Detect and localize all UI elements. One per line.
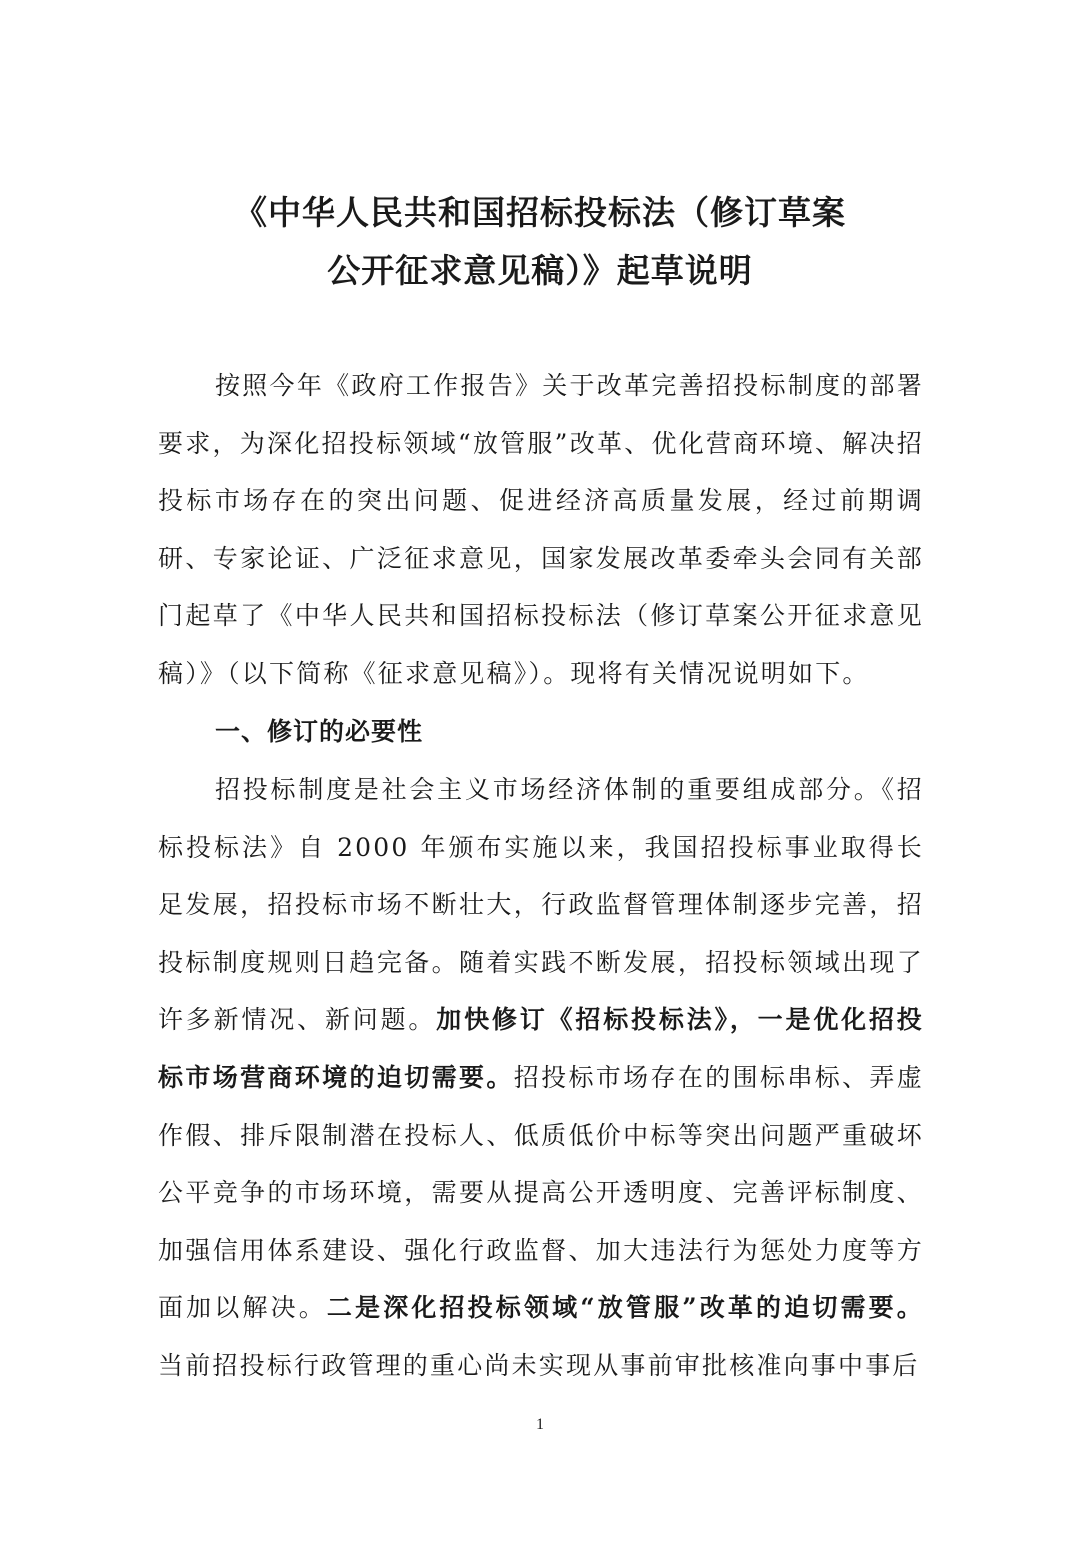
intro-paragraph: 按照今年《政府工作报告》关于改革完善招投标制度的部署要求，为深化招投标领域“放管服”改革、优化营商环境、解决招投标市场存在的突出问题、促进经济高质量发展，经过前期调研、专家论证、广泛征求意见，国家发展改革委牵头会同有关部门起草了《中华人民共和国招标投标法（修订草案公开征求意见稿）》（以下简称《征求意见稿》）。现将有关情况说明如下。 [158, 371, 924, 688]
document-title-line-1: 《中华人民共和国招标投标法（修订草案 [234, 193, 846, 232]
section-1-paragraph [158, 761, 924, 1395]
document-title-line-2: 公开征求意见稿）》起草说明 [327, 251, 753, 290]
section-1-text-part-3: 招投标市场存在的围标串标、弄虚作假、排斥限制潜在投标人、低质低价中标等突出问题严重破坏公平竞争的市场环境，需要从提高公开透明度、完善评标制度、加强信用体系建设、强化行政监督、加大违法行为惩处力度等方面加以解决。 [158, 1062, 924, 1323]
section-1-bold-point-2: 二是深化招投标领域“放管服”改革的迫切需要。 [326, 1293, 924, 1323]
section-1-text-part-5: 当前招投标行政管理的重心尚未实现从事前审批核准向事中事后 [158, 1350, 920, 1380]
section-1-text-part-1: 招投标制度是社会主义市场经济体制的重要组成部分。《招标投标法》自 2000 年颁布实施以来，我国招投标事业取得长足发展，招投标市场不断壮大，行政监督管理体制逐步完善，招投标制度规则日趋完备。随着实践不断发展，招投标领域出现了许多新情况、新问题。 [158, 775, 924, 1035]
section-1-heading: 一、修订的必要性 [215, 717, 424, 746]
page-number: 1 [536, 1416, 544, 1433]
section-1-bold-point-1: 加快修订《招标投标法》，一是优化招投标市场营商环境的迫切需要。 [158, 1005, 924, 1092]
